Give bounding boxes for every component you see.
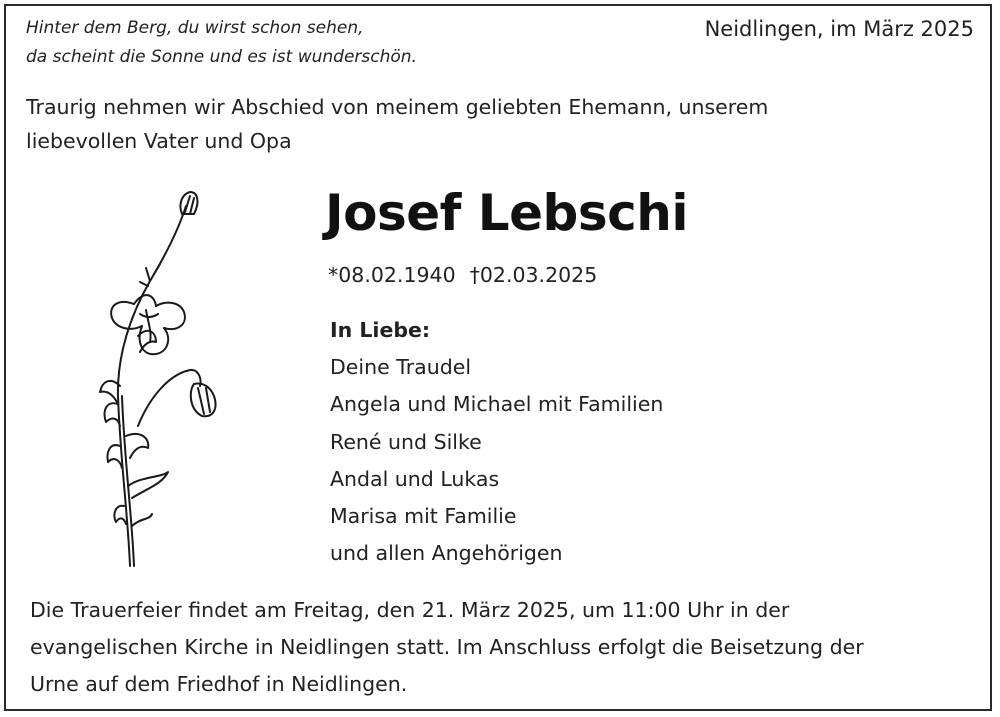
mourner-entry: René und Silke <box>330 429 482 454</box>
funeral-line-2: evangelischen Kirche in Neidlingen statt. Im Anschluss erfolgt die Beisetzung der <box>30 635 864 659</box>
life-dates <box>328 258 597 292</box>
motto-line-2: da scheint die Sonne und es ist wunderschön. <box>26 47 417 67</box>
intro-line-1: Traurig nehmen wir Abschied von meinem geliebten Ehemann, unserem <box>26 95 769 119</box>
funeral-line-1: Die Trauerfeier findet am Freitag, den 21. März 2025, um 11:00 Uhr in der <box>30 598 790 622</box>
intro-text <box>26 90 926 158</box>
motto-line-1: Hinter dem Berg, du wirst schon sehen, <box>26 18 364 38</box>
mourner-entry: Deine Traudel <box>330 355 472 380</box>
motto-verse <box>26 14 417 72</box>
mourners-list <box>330 312 663 572</box>
mourners-heading: In Liebe: <box>330 318 431 342</box>
poppy-flower-icon <box>90 186 230 571</box>
funeral-announcement <box>30 592 980 703</box>
place-and-date: Neidlingen, im März 2025 <box>704 17 974 41</box>
intro-line-2: liebevollen Vater und Opa <box>26 129 292 153</box>
mourner-entry: Andal und Lukas <box>330 466 500 491</box>
mourner-entry: Marisa mit Familie <box>330 504 517 529</box>
funeral-line-3: Urne auf dem Friedhof in Neidlingen. <box>30 672 408 696</box>
death-date: †02.03.2025 <box>469 263 598 287</box>
birth-date: *08.02.1940 <box>328 263 456 287</box>
deceased-name: Josef Lebschi <box>325 184 688 242</box>
mourner-entry: und allen Angehörigen <box>330 541 563 566</box>
mourner-entry: Angela und Michael mit Familien <box>330 392 664 417</box>
